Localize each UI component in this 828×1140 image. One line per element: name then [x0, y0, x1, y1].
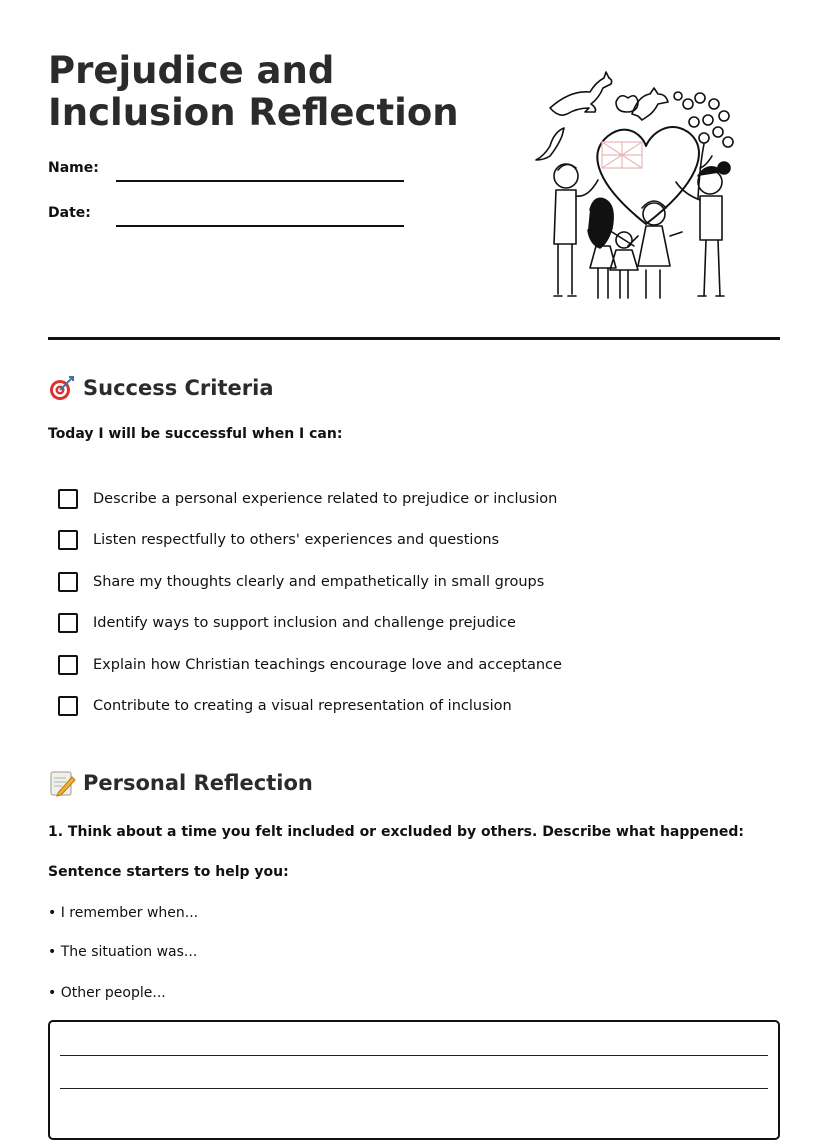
child-figure-5 [676, 162, 730, 296]
criteria-item [58, 613, 516, 633]
personal-reflection-title: Personal Reflection [83, 771, 313, 795]
uk-flag-icon [602, 142, 642, 168]
target-icon [48, 374, 76, 402]
personal-reflection-heading [48, 769, 313, 797]
criteria-checkbox[interactable] [58, 655, 78, 675]
criteria-label: Identify ways to support inclusion and challenge prejudice [93, 615, 516, 631]
reflection-question: 1. Think about a time you felt included or excluded by others. Describe what happened: [48, 824, 744, 840]
date-label: Date: [48, 205, 91, 221]
header-divider [48, 337, 780, 340]
criteria-label: Listen respectfully to others' experiences and questions [93, 532, 500, 548]
criteria-item [58, 655, 562, 675]
children-heart-illustration [528, 64, 752, 304]
criteria-item [58, 489, 557, 509]
success-criteria-title: Success Criteria [83, 376, 274, 400]
criteria-item [58, 572, 544, 592]
name-field[interactable] [116, 180, 404, 182]
criteria-label: Contribute to creating a visual representation of inclusion [93, 698, 512, 714]
koala-icon [616, 96, 638, 112]
reflection-answer-box[interactable] [48, 1020, 780, 1140]
sentence-starter: • The situation was... [48, 944, 198, 960]
criteria-label: Explain how Christian teachings encourage love and acceptance [93, 657, 562, 673]
criteria-item [58, 696, 512, 716]
flower-tree-icon [683, 93, 733, 198]
success-criteria-intro: Today I will be successful when I can: [48, 426, 343, 442]
criteria-label: Describe a personal experience related to prejudice or inclusion [93, 491, 558, 507]
kangaroo-icon [550, 72, 612, 115]
criteria-item [58, 530, 499, 550]
criteria-checkbox[interactable] [58, 530, 78, 550]
date-field[interactable] [116, 225, 404, 227]
sentence-starter: • Other people... [48, 985, 166, 1001]
sentence-starter: • I remember when... [48, 905, 199, 921]
bird-icon [536, 128, 564, 160]
dingo-icon [632, 88, 668, 120]
criteria-checkbox[interactable] [58, 613, 78, 633]
criteria-checkbox[interactable] [58, 696, 78, 716]
name-label: Name: [48, 160, 99, 176]
criteria-label: Share my thoughts clearly and empathetically in small groups [93, 574, 545, 590]
success-criteria-heading [48, 374, 274, 402]
writing-line [60, 1055, 768, 1056]
sentence-starters-label: Sentence starters to help you: [48, 864, 289, 880]
criteria-checkbox[interactable] [58, 572, 78, 592]
writing-line [60, 1088, 768, 1089]
child-figure-3 [610, 232, 638, 298]
page-title: Prejudice and Inclusion Reflection [48, 49, 459, 134]
small-flower-icon [674, 92, 682, 100]
memo-icon [48, 769, 76, 797]
criteria-checkbox[interactable] [58, 489, 78, 509]
